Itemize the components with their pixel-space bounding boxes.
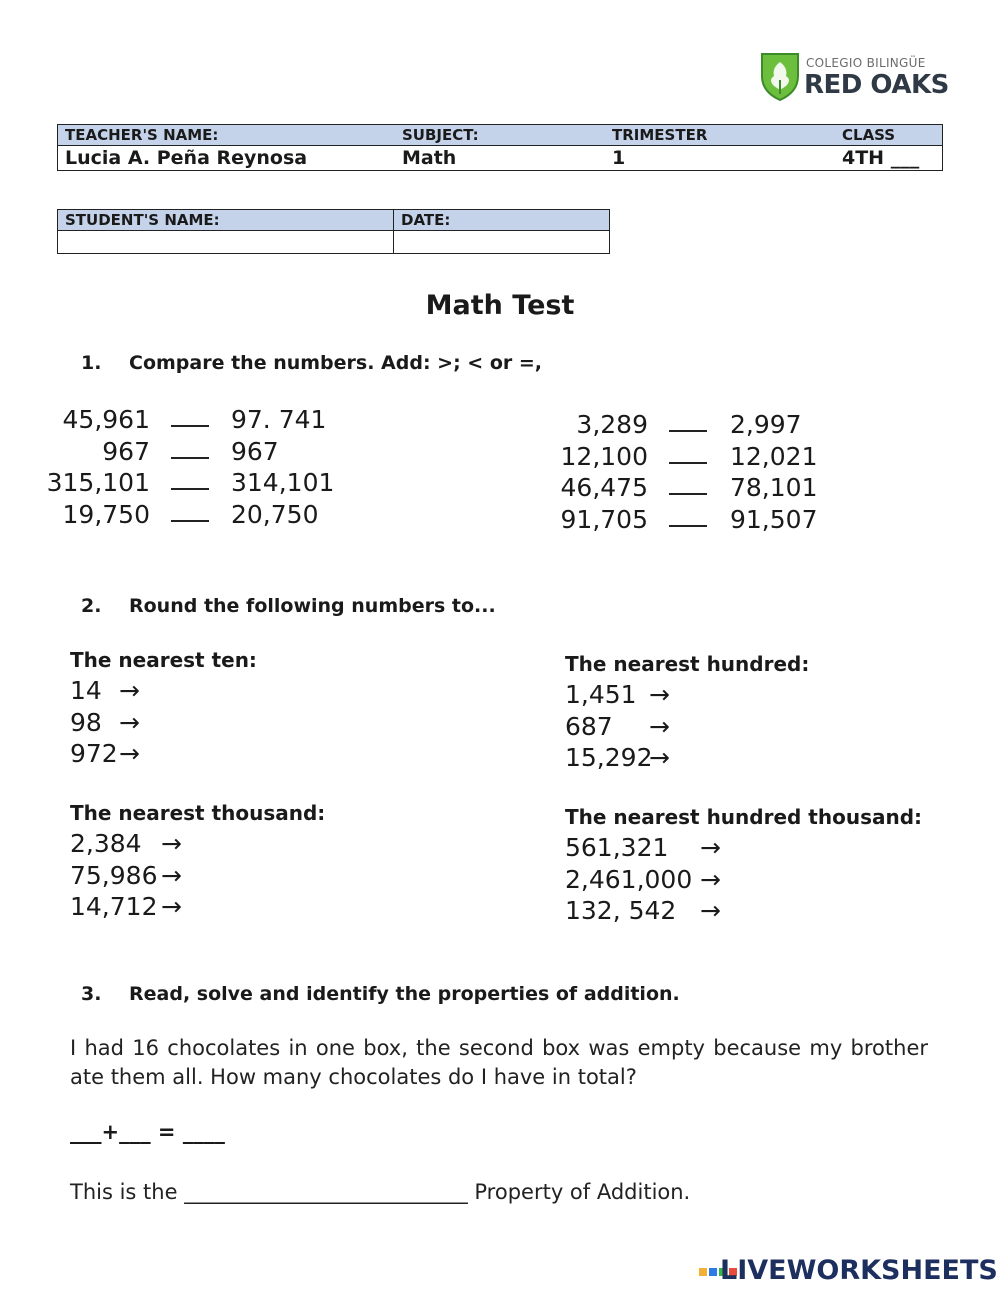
compare-row [560,441,868,472]
teacher-name: Lucia A. Peña Reynosa [58,146,396,171]
trimester-value: 1 [605,146,835,171]
addition-equation-blanks[interactable]: ___+___ = ____ [70,1120,225,1144]
compare-number-b: 91,507 [730,504,818,534]
compare-number-a: 315,101 [46,468,150,497]
compare-number-a: 91,705 [560,504,648,534]
comparison-sign-blank[interactable] [171,500,209,522]
rounding-answer-field[interactable] [195,829,315,857]
rounding-row [565,833,925,863]
rounding-answer-field[interactable] [153,708,273,736]
comparison-sign-blank[interactable] [669,410,707,432]
compare-number-b: 314,101 [231,468,335,497]
question-3-number: 3. [81,983,102,1005]
nearest-ten-heading: The nearest ten: [70,648,257,672]
rounding-answer-field[interactable] [683,712,803,740]
rounding-answer-field[interactable] [195,861,315,889]
arrow-icon: → [119,739,140,768]
rounding-row [565,712,925,742]
rounding-answer-field[interactable] [153,739,273,767]
comparison-sign-blank[interactable] [669,442,707,464]
rounding-row [565,743,925,773]
subject-value: Math [395,146,605,171]
student-name-field[interactable] [58,231,394,254]
arrow-icon: → [161,829,182,858]
property-sentence [70,1180,690,1204]
header-subject: SUBJECT: [395,125,605,146]
question-1-number: 1. [81,352,102,374]
header-class: CLASS [835,125,943,146]
header-student-name: STUDENT'S NAME: [58,210,394,231]
arrow-icon: → [649,680,670,709]
compare-number-b: 12,021 [730,441,818,471]
arrow-icon: → [161,860,182,890]
rounding-row [565,865,925,895]
rounding-number: 2,461,000 [565,864,693,894]
rounding-answer-field[interactable] [734,833,854,861]
rounding-row [70,892,430,922]
compare-number-b: 967 [231,436,279,466]
rounding-answer-field[interactable] [195,892,315,920]
arrow-icon: → [649,743,670,772]
comparison-sign-blank[interactable] [669,505,707,527]
rounding-answer-field[interactable] [683,680,803,708]
rounding-number: 14 [70,676,102,705]
property-before: This is the [70,1180,178,1204]
rounding-number: 561,321 [565,833,669,862]
rounding-row [565,680,925,710]
nearest-hundred-thousand-heading: The nearest hundred thousand: [565,805,923,829]
compare-row [560,504,868,535]
rounding-number: 98 [70,707,102,737]
question-1-prompt: Compare the numbers. Add: >; < or =, [129,352,543,374]
question-2-prompt: Round the following numbers to... [129,595,496,617]
arrow-icon: → [119,707,140,737]
class-value: 4TH ___ [835,146,943,171]
property-after: Property of Addition. [474,1180,691,1204]
arrow-icon: → [700,864,721,894]
compare-number-a: 967 [102,436,150,466]
property-blank[interactable]: ___________________________ [184,1180,468,1204]
header-date: DATE: [394,210,610,231]
compare-row [62,405,370,435]
compare-row [560,473,868,503]
teacher-info-table [57,124,943,171]
nearest-hundred-heading: The nearest hundred: [565,652,810,676]
rounding-row [70,739,430,769]
compare-row [62,499,370,530]
header-trimester: TRIMESTER [605,125,835,146]
student-info-table [57,209,610,254]
rounding-answer-field[interactable] [734,865,854,893]
rounding-answer-field[interactable] [153,676,273,704]
nearest-thousand-heading: The nearest thousand: [70,801,326,825]
arrow-icon: → [119,676,140,705]
page-title: Math Test [425,290,575,321]
question-2-number: 2. [81,595,102,617]
date-field[interactable] [394,231,610,254]
compare-row [70,437,370,467]
word-problem: I had 16 chocolates in one box, the second box was empty because my brother ate them all. How many chocolates do I have in total? [70,1036,928,1089]
compare-number-a: 45,961 [62,405,150,434]
rounding-number: 1,451 [565,680,637,709]
arrow-icon: → [700,833,721,862]
compare-number-a: 19,750 [62,499,150,529]
question-2 [81,595,781,619]
comparison-sign-blank[interactable] [171,468,209,490]
compare-number-b: 97. 741 [231,405,327,434]
rounding-number: 75,986 [70,860,158,890]
rounding-number: 972 [70,739,118,768]
compare-number-b: 78,101 [730,473,818,502]
compare-number-a: 12,100 [560,441,648,471]
question-3 [81,983,881,1007]
compare-number-a: 46,475 [560,473,648,502]
rounding-row [70,708,430,738]
rounding-number: 2,384 [70,829,142,858]
rounding-number: 687 [565,711,613,741]
rounding-row [70,829,430,859]
rounding-answer-field[interactable] [683,743,803,771]
question-1 [81,352,781,376]
rounding-row [70,676,430,706]
arrow-icon: → [161,892,182,921]
rounding-row [565,896,925,926]
rounding-number: 14,712 [70,892,158,921]
rounding-number: 132, 542 [565,896,677,925]
oak-shield-icon [760,50,800,102]
header-teacher: TEACHER'S NAME: [58,125,396,146]
arrow-icon: → [649,711,670,741]
school-logo [760,50,949,104]
liveworksheets-wordmark: LIVEWORKSHEETS [720,1255,998,1286]
compare-row [46,468,370,498]
rounding-number: 15,292 [565,743,653,772]
compare-number-b: 20,750 [231,499,319,529]
liveworksheets-icon [698,1267,720,1277]
question-3-prompt: Read, solve and identify the properties of addition. [129,983,680,1005]
rounding-row [70,861,430,891]
compare-row [568,410,868,440]
logo-line2: RED OAKS [804,70,949,100]
comparison-sign-blank[interactable] [171,405,209,427]
rounding-answer-field[interactable] [734,896,854,924]
logo-line1: COLEGIO BILINGÜE [806,56,926,70]
arrow-icon: → [700,896,721,925]
comparison-sign-blank[interactable] [171,437,209,459]
liveworksheets-brand [698,1255,998,1286]
compare-number-b: 2,997 [730,410,802,439]
comparison-sign-blank[interactable] [669,473,707,495]
compare-number-a: 3,289 [576,410,648,439]
